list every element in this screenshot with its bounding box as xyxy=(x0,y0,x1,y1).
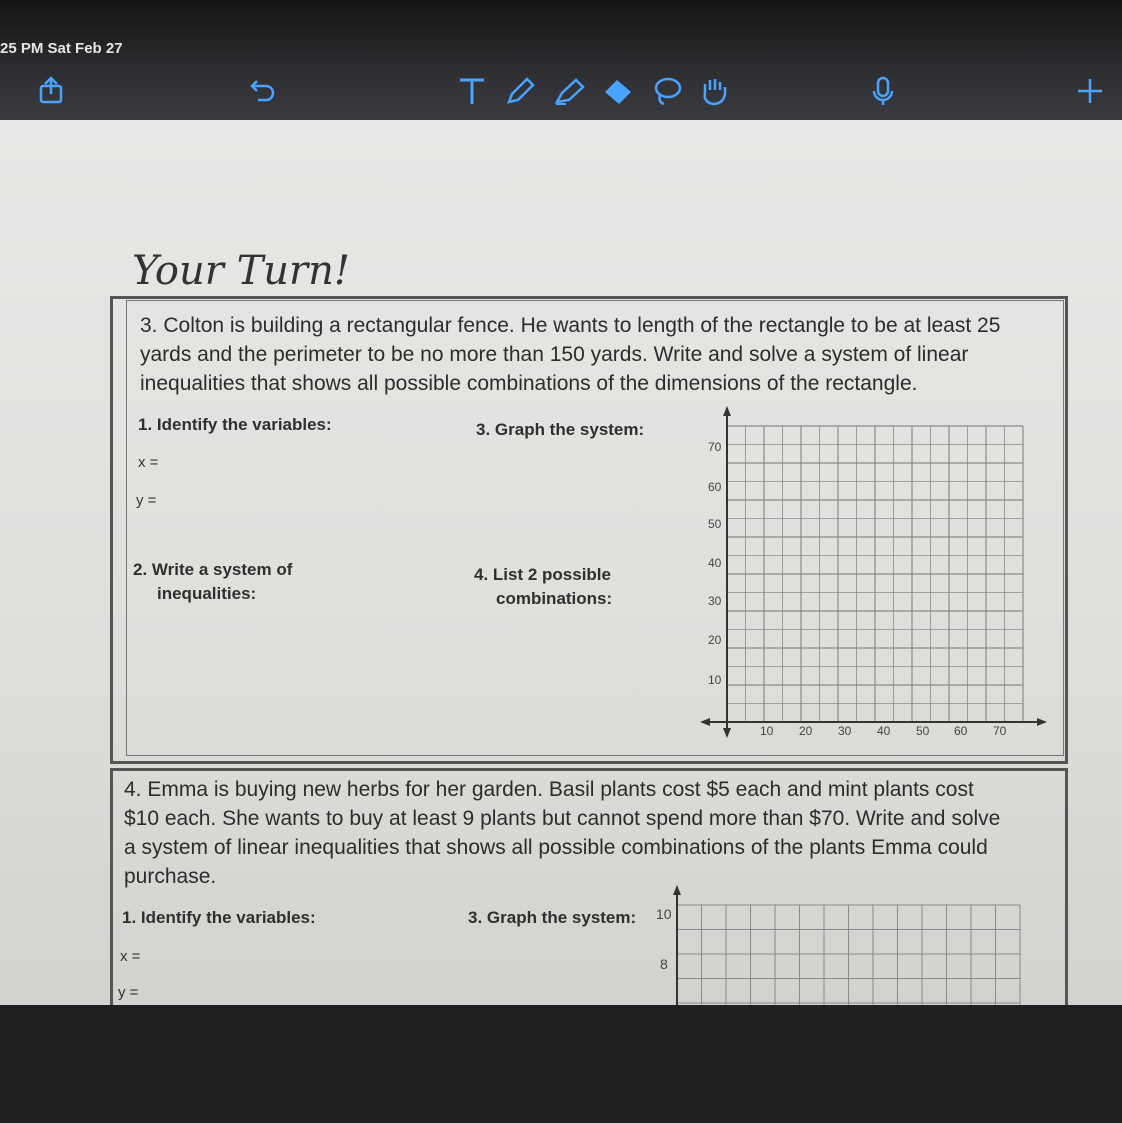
problem-4-graph[interactable] xyxy=(660,885,1030,1005)
problem-3-line-3: inequalities that shows all possible combinations of the dimensions of the rectangle. xyxy=(140,372,918,395)
problem-3-line-2: yards and the perimeter to be no more than 150 yards. Write and solve a system of linear xyxy=(140,343,969,366)
x-axis-arrow-left xyxy=(700,718,710,726)
problem-3-step-4: 4. List 2 possible xyxy=(474,565,611,584)
screen-bottom-bezel xyxy=(0,1005,1122,1123)
x-tick-30: 30 xyxy=(838,724,852,738)
problem-3-step-2: 2. Write a system of xyxy=(133,560,293,579)
problem-4-line-2: $10 each. She wants to buy at least 9 plants but cannot spend more than $70. Write and solve xyxy=(124,807,1001,830)
y-tick-20: 20 xyxy=(708,633,722,647)
p4-y-tick-8: 8 xyxy=(660,956,668,972)
problem-3-line-1: 3. Colton is building a rectangular fence. He wants to length of the rectangle to be at least 25 xyxy=(140,314,1001,337)
mic-icon[interactable] xyxy=(866,74,900,108)
problem-3-step-2-cont: inequalities: xyxy=(157,584,257,603)
x-tick-70: 70 xyxy=(993,724,1007,738)
problem-3-step-4-cont: combinations: xyxy=(496,589,613,608)
y-axis-arrow-up xyxy=(723,406,731,416)
y-tick-50: 50 xyxy=(708,517,722,531)
lasso-icon[interactable] xyxy=(650,74,684,108)
y-tick-60: 60 xyxy=(708,480,722,494)
hand-tool-icon[interactable] xyxy=(697,74,731,108)
y-tick-70: 70 xyxy=(708,440,722,454)
share-icon[interactable] xyxy=(34,74,68,108)
pen-tool-icon[interactable] xyxy=(503,74,537,108)
status-time: 25 PM Sat Feb 27 xyxy=(0,40,123,57)
eraser-icon[interactable] xyxy=(601,74,635,108)
problem-3-step-3: 3. Graph the system: xyxy=(476,420,645,439)
problem-4-line-3: a system of linear inequalities that shows all possible combinations of the plants Emma could xyxy=(124,836,988,859)
x-axis-arrow-right xyxy=(1037,718,1047,726)
problem-4-y-label: y = xyxy=(118,984,139,1001)
x-tick-40: 40 xyxy=(877,724,891,738)
x-tick-50: 50 xyxy=(916,724,930,738)
x-tick-10: 10 xyxy=(760,724,774,738)
problem-3-graph[interactable] xyxy=(700,406,1050,746)
x-tick-60: 60 xyxy=(954,724,968,738)
problem-4-step-3: 3. Graph the system: xyxy=(468,908,637,927)
y-tick-30: 30 xyxy=(708,594,722,608)
problem-4-line-1: 4. Emma is buying new herbs for her garden. Basil plants cost $5 each and mint plants cost xyxy=(124,778,974,801)
status-bar xyxy=(0,0,1122,62)
y-tick-40: 40 xyxy=(708,556,722,570)
problem-3-y-label: y = xyxy=(136,492,157,509)
p4-y-axis-arrow-up xyxy=(673,885,681,895)
worksheet-page xyxy=(0,120,1122,1005)
highlighter-icon[interactable] xyxy=(552,74,586,108)
problem-4-step-1: 1. Identify the variables: xyxy=(122,908,316,927)
x-tick-20: 20 xyxy=(799,724,813,738)
y-tick-10: 10 xyxy=(708,673,722,687)
worksheet-heading: Your Turn! xyxy=(132,248,351,294)
p4-y-tick-10: 10 xyxy=(656,906,672,922)
undo-icon[interactable] xyxy=(244,74,278,108)
problem-3-step-1: 1. Identify the variables: xyxy=(138,415,332,434)
text-tool-icon[interactable] xyxy=(455,74,489,108)
problem-4-line-4: purchase. xyxy=(124,865,217,888)
annotation-toolbar xyxy=(0,62,1122,120)
problem-4-x-label: x = xyxy=(120,948,141,965)
problem-3-x-label: x = xyxy=(138,454,159,471)
y-axis-arrow-down xyxy=(723,728,731,738)
add-icon[interactable] xyxy=(1073,74,1107,108)
